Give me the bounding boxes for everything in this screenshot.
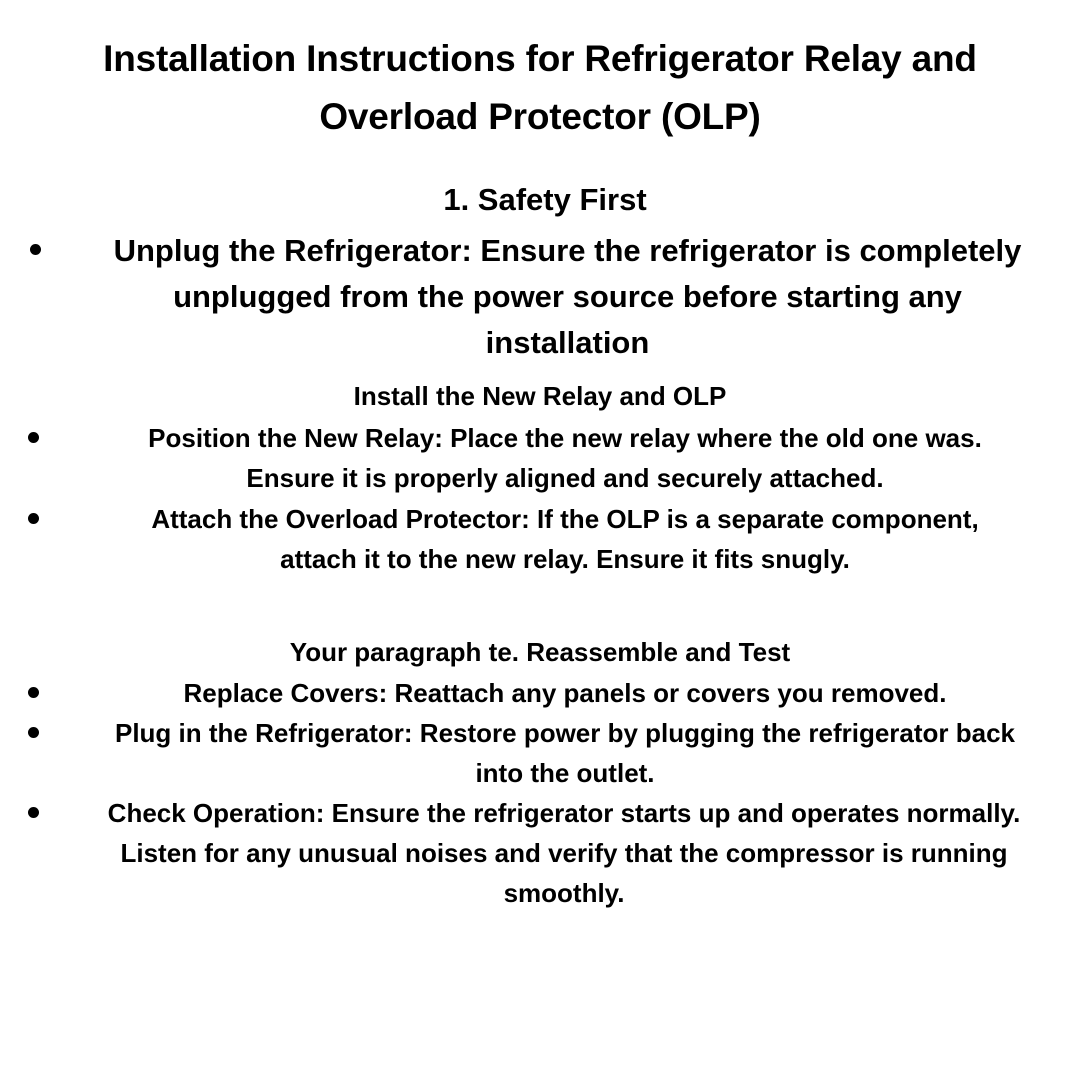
list-item-text bbox=[50, 499, 1080, 579]
section-heading-safety-first: 1. Safety First bbox=[443, 182, 647, 217]
list-item-line: unplugged from the power source before starting any bbox=[173, 279, 962, 314]
section-heading-install: Install the New Relay and OLP bbox=[353, 381, 727, 411]
list-item-line: Check Operation: Ensure the refrigerator starts up and operates normally. bbox=[107, 798, 1021, 828]
bullet-icon bbox=[28, 432, 39, 443]
bullet-icon bbox=[30, 244, 41, 255]
bullet-icon bbox=[28, 727, 39, 738]
list-item bbox=[0, 228, 1080, 368]
list-item-line: into the outlet. bbox=[475, 758, 655, 788]
list-item-line: Plug in the Refrigerator: Restore power by plugging the refrigerator back bbox=[114, 718, 1016, 748]
list-item-line: Replace Covers: Reattach any panels or covers you removed. bbox=[183, 678, 947, 708]
list-item-text bbox=[50, 418, 1080, 498]
page-title-line: Installation Instructions for Refrigerator Relay and bbox=[103, 38, 977, 79]
list-item-line: Listen for any unusual noises and verify that the compressor is running bbox=[120, 838, 1008, 868]
list-item-line: Position the New Relay: Place the new relay where the old one was. bbox=[148, 423, 982, 453]
bullet-icon bbox=[28, 513, 39, 524]
page-title-line: Overload Protector (OLP) bbox=[319, 96, 761, 137]
list-item-line: attach it to the new relay. Ensure it fits snugly. bbox=[280, 544, 850, 574]
section-heading-reassemble: Your paragraph te. Reassemble and Test bbox=[289, 637, 791, 667]
list-item-line: Ensure it is properly aligned and securely attached. bbox=[246, 463, 884, 493]
list-item-text bbox=[55, 228, 1080, 366]
bullet-icon bbox=[28, 807, 39, 818]
page-title bbox=[0, 30, 1080, 146]
bullet-icon bbox=[28, 687, 39, 698]
list-item-line: Attach the Overload Protector: If the OLP is a separate component, bbox=[151, 504, 979, 534]
list-item-line: installation bbox=[485, 325, 650, 360]
list-item-line: smoothly. bbox=[503, 878, 625, 908]
list-item-text bbox=[50, 713, 1080, 793]
list-item-text bbox=[50, 673, 1080, 713]
list-item-line: Unplug the Refrigerator: Ensure the refrigerator is completely bbox=[113, 233, 1022, 268]
list-item-text bbox=[48, 793, 1080, 913]
